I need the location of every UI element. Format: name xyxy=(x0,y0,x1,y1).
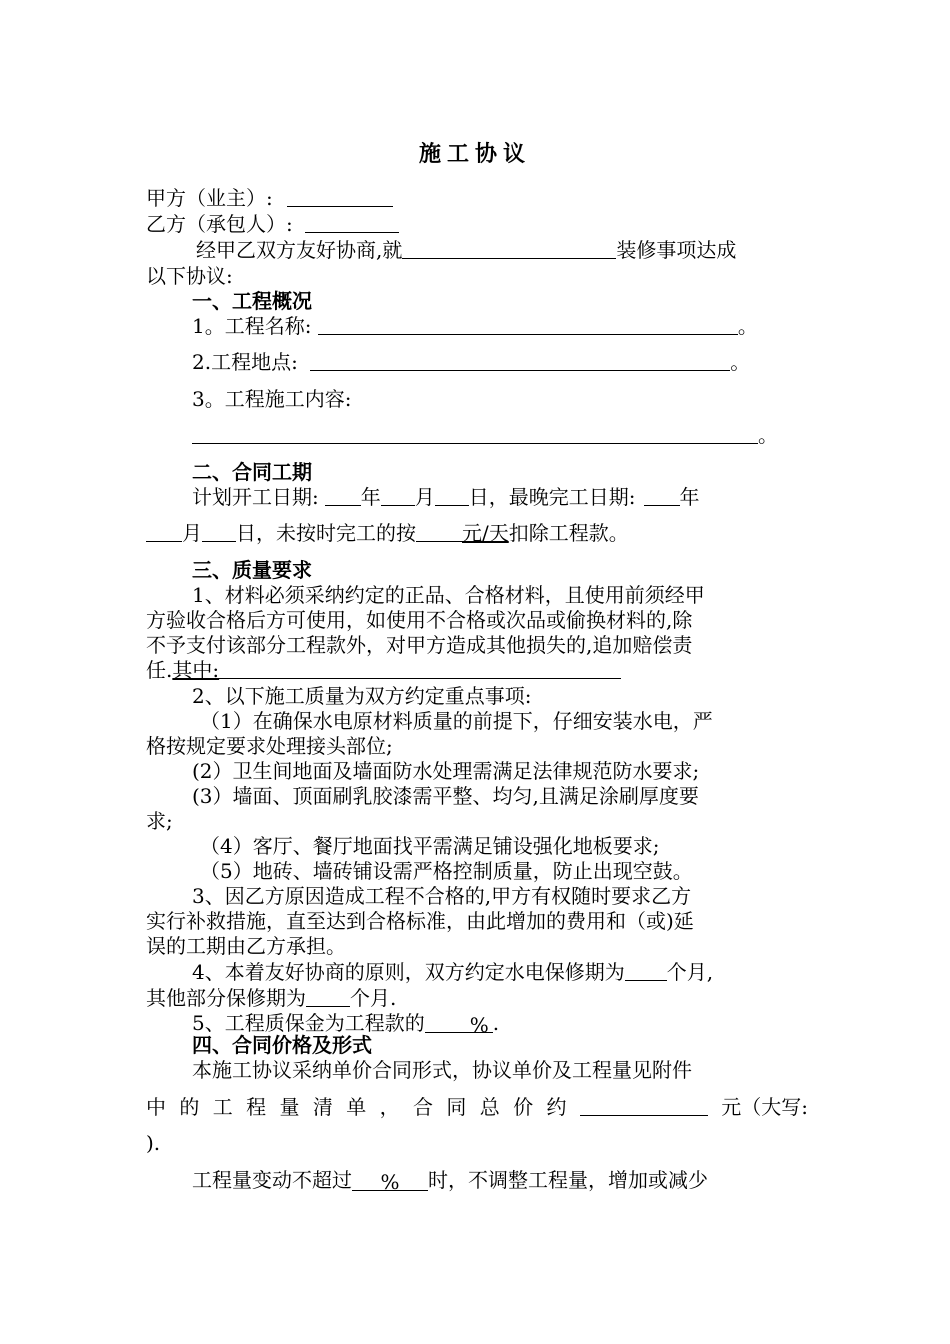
project-name-label: 1。工程名称: xyxy=(192,314,312,338)
quality-item3-line1: (3）墙面、顶面刷乳胶漆需平整、均匀,且满足涂刷厚度要 xyxy=(192,784,699,808)
other-warranty-text: 其他部分保修期为 xyxy=(146,986,306,1010)
year-label-2: 年 xyxy=(679,485,700,509)
finish-month-blank[interactable] xyxy=(146,521,182,542)
quality-p1-line1: 1、材料必须采纳约定的正品、合格材料，且使用前须经甲 xyxy=(192,583,705,607)
plumbing-warranty-blank[interactable] xyxy=(625,960,667,981)
project-location-label: 2.工程地点: xyxy=(192,350,298,374)
quality-item5: （5）地砖、墙砖铺设需严格控制质量，防止出现空鼓。 xyxy=(200,859,693,883)
char: 总 xyxy=(479,1095,500,1119)
other-warranty-blank[interactable] xyxy=(306,986,350,1007)
char: 清 xyxy=(312,1095,333,1119)
section4-heading: 四、合同价格及形式 xyxy=(192,1033,372,1057)
price-line-3: ). xyxy=(146,1131,161,1155)
party-a-blank[interactable] xyxy=(287,186,393,207)
price-unit-text: 元（大写: xyxy=(721,1095,808,1119)
quality-item2: (2）卫生间地面及墙面防水处理需满足法律规范防水要求; xyxy=(192,759,700,783)
quality-item1-line1: （1）在确保水电原材料质量的前提下，仔细安装水电，严 xyxy=(200,709,713,733)
price-line-4 xyxy=(192,1168,708,1192)
period-3: 。 xyxy=(758,423,778,447)
year-label: 年 xyxy=(360,485,381,509)
party-a-line xyxy=(146,186,393,210)
section2-heading: 二、合同工期 xyxy=(192,460,312,484)
finish-day-blank[interactable] xyxy=(202,521,236,542)
period-1: 。 xyxy=(737,314,758,338)
ren-text: 任. xyxy=(146,658,173,682)
section3-heading: 三、质量要求 xyxy=(192,558,312,582)
quality-item4: （4）客厅、餐厅地面找平需满足铺设强化地板要求; xyxy=(200,834,660,858)
char: 合 xyxy=(413,1095,433,1119)
party-a-label: 甲方（业主）: xyxy=(146,186,273,210)
char: 约 xyxy=(546,1095,567,1119)
party-b-line xyxy=(146,212,399,236)
intro-pre: 经甲乙双方友好协商,就 xyxy=(196,238,403,262)
project-name-line xyxy=(192,314,758,338)
quality-p1-line3: 不予支付该部分工程款外，对甲方造成其他损失的,追加赔偿责 xyxy=(146,633,693,657)
char: 量 xyxy=(279,1095,300,1119)
char: 同 xyxy=(446,1095,467,1119)
months-text-2: 个月. xyxy=(350,986,397,1010)
total-price-blank[interactable] xyxy=(580,1095,708,1116)
quality-item3-line2: 求; xyxy=(146,809,173,833)
quality-p4-line2 xyxy=(146,986,396,1010)
schedule-line-2 xyxy=(146,521,629,545)
construction-content-blank[interactable] xyxy=(192,423,758,444)
penalty-rate-unit: 元/天 xyxy=(462,521,509,545)
price-line-1: 本施工协议采纳单价合同形式，协议单价及工程量见附件 xyxy=(192,1058,692,1082)
quality-p3-line2: 实行补救措施，直至达到合格标准，由此增加的费用和（或)延 xyxy=(146,909,694,933)
quality-p1-line4 xyxy=(146,658,621,682)
project-name-blank[interactable] xyxy=(318,314,738,335)
quality-p4-line1 xyxy=(192,960,713,984)
project-location-line xyxy=(192,350,750,374)
finish-year-blank[interactable] xyxy=(644,485,680,506)
quality-p5 xyxy=(192,1011,499,1035)
latest-finish-label: 日，最晚完工日期: xyxy=(468,485,636,509)
char: 单 xyxy=(346,1095,367,1119)
retention-percent-blank[interactable] xyxy=(425,1013,493,1037)
intro-post: 装修事项达成 xyxy=(616,238,737,262)
start-year-blank[interactable] xyxy=(325,485,361,506)
quantity-percent-blank[interactable] xyxy=(352,1170,428,1194)
project-matter-blank[interactable] xyxy=(402,238,616,259)
special-terms-blank[interactable] xyxy=(219,658,621,679)
section1-heading: 一、工程概况 xyxy=(192,289,312,313)
page-title: 施工协议 xyxy=(418,141,531,167)
start-day-blank[interactable] xyxy=(435,485,469,506)
deduct-text: 扣除工程款。 xyxy=(508,521,629,545)
intro-line-1 xyxy=(196,238,736,262)
percent-sign-2: % xyxy=(380,1170,400,1194)
month-label-2: 月 xyxy=(182,521,202,545)
quality-item1-line2: 格按规定要求处理接头部位; xyxy=(146,734,393,758)
construction-content-label: 3。工程施工内容: xyxy=(192,387,352,411)
char: 程 xyxy=(246,1095,267,1119)
months-text: 个月, xyxy=(666,960,714,984)
no-adjust-text: 时，不调整工程量，增加或减少 xyxy=(428,1168,708,1192)
period-2: 。 xyxy=(730,350,751,374)
price-line-2 xyxy=(146,1095,808,1119)
party-b-blank[interactable] xyxy=(305,212,399,233)
construction-content-line xyxy=(192,423,778,447)
char: 的 xyxy=(179,1095,200,1119)
char: ， xyxy=(379,1095,400,1119)
quality-p3-line3: 误的工期由乙方承担。 xyxy=(146,934,346,958)
quality-p1-line2: 方验收合格后方可使用，如使用不合格或次品或偷换材料的,除 xyxy=(146,608,693,632)
char: 价 xyxy=(513,1095,534,1119)
quality-p2: 2、以下施工质量为双方约定重点事项: xyxy=(192,684,532,708)
period-4: . xyxy=(492,1011,500,1035)
retention-text: 5、工程质保金为工程款的 xyxy=(192,1011,425,1035)
qizhong-text: 其中: xyxy=(172,658,220,682)
month-label: 月 xyxy=(414,485,435,509)
planned-start-label: 计划开工日期: xyxy=(192,485,319,509)
warranty-text: 4、本着友好协商的原则，双方约定水电保修期为 xyxy=(192,960,625,984)
intro-line-2: 以下协议: xyxy=(146,264,233,288)
quantity-change-text: 工程量变动不超过 xyxy=(192,1168,352,1192)
percent-sign: % xyxy=(469,1013,489,1037)
penalty-rate-blank[interactable] xyxy=(416,521,462,542)
project-location-blank[interactable] xyxy=(310,350,730,371)
char: 工 xyxy=(212,1095,233,1119)
schedule-line-1 xyxy=(192,485,700,509)
party-b-label: 乙方（承包人）: xyxy=(146,212,293,236)
quality-p3-line1: 3、因乙方原因造成工程不合格的,甲方有权随时要求乙方 xyxy=(192,884,692,908)
char: 中 xyxy=(146,1095,166,1119)
delay-text: 日，未按时完工的按 xyxy=(236,521,416,545)
start-month-blank[interactable] xyxy=(381,485,415,506)
